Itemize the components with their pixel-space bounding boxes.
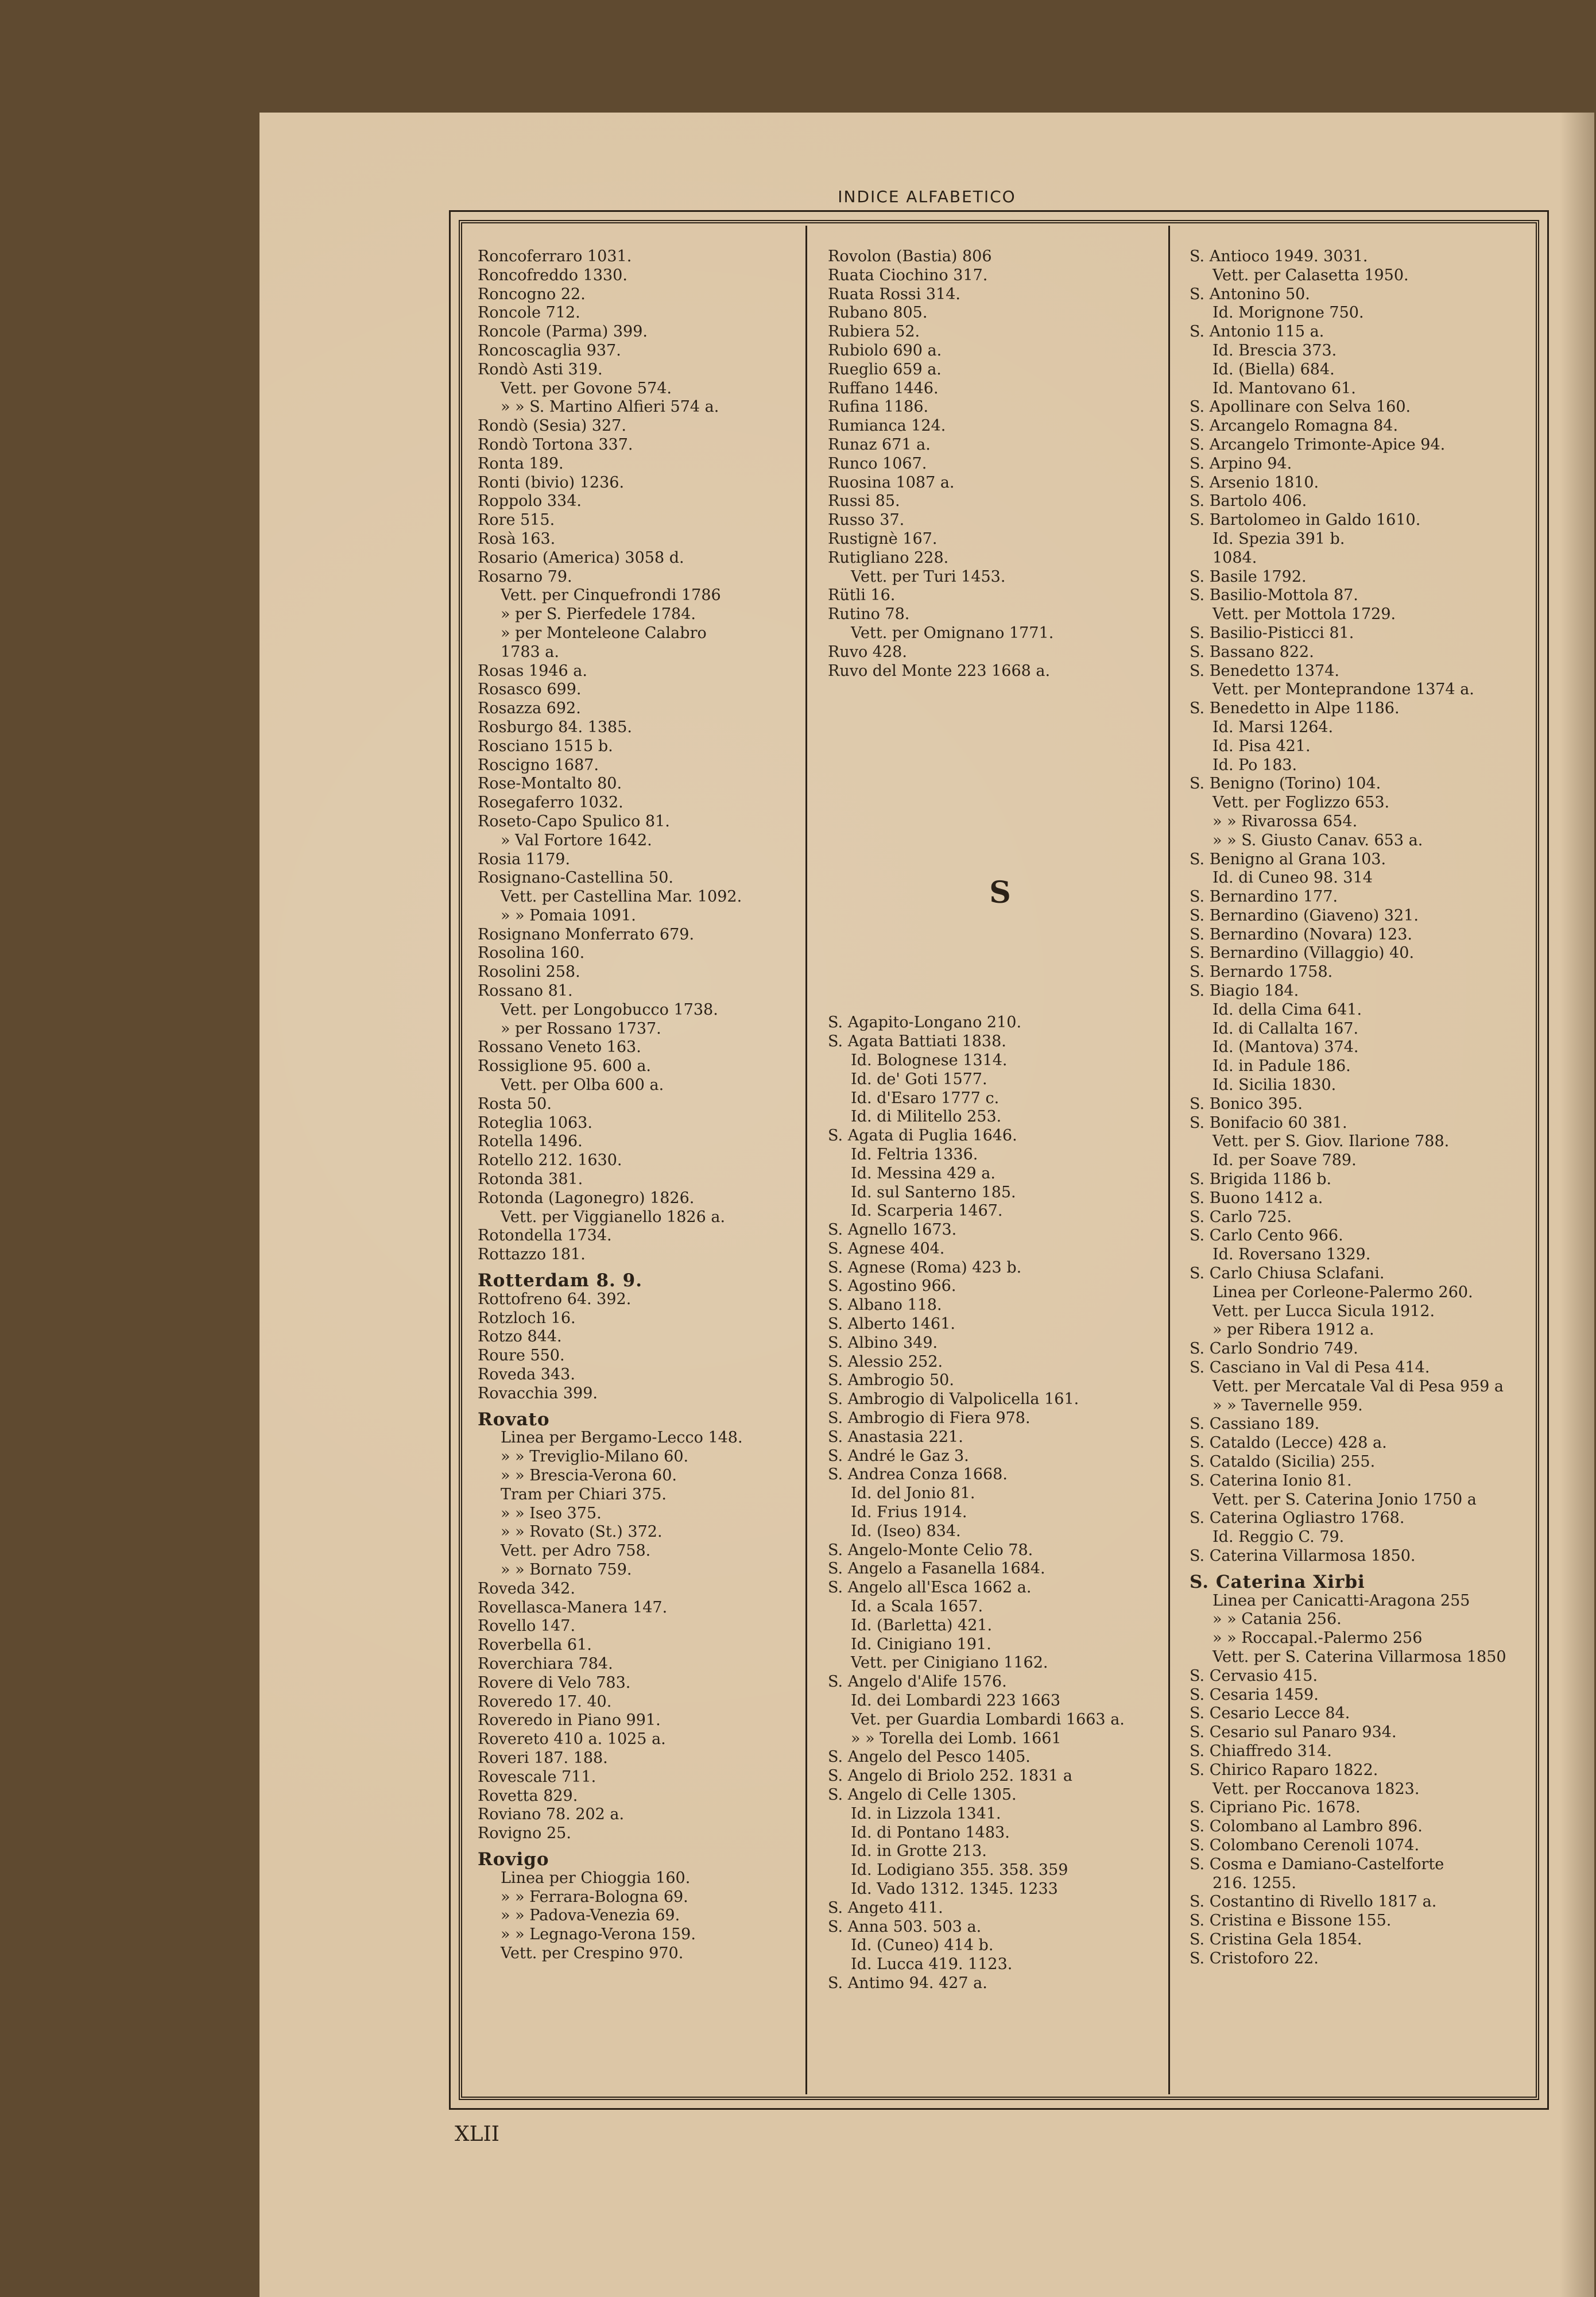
index-entry: Roveredo in Piano 991. — [478, 1711, 661, 1730]
index-entry: Id. in Lizzola 1341. — [851, 1804, 1001, 1823]
index-entry: S. Cristina Gela 1854. — [1190, 1930, 1362, 1948]
index-entry: Rosburgo 84. 1385. — [478, 718, 632, 736]
index-entry: Ruata Rossi 314. — [828, 285, 960, 303]
index-entry: S. Bartolomeo in Galdo 1610. — [1190, 511, 1421, 529]
index-entry: S. Carlo Sondrio 749. — [1190, 1340, 1358, 1358]
index-entry: Ruvo 428. — [828, 643, 907, 661]
index-entry: Rovellasca-Manera 147. — [478, 1598, 668, 1617]
index-entry: Rovello 147. — [478, 1617, 576, 1635]
index-entry: S. Angelo-Monte Celio 78. — [828, 1541, 1033, 1559]
index-entry: S. Carlo Chiusa Sclafani. — [1190, 1264, 1385, 1283]
index-entry: S. Agata di Puglia 1646. — [828, 1127, 1017, 1145]
index-entry: Id. (Barletta) 421. — [851, 1616, 993, 1634]
index-entry: S. Albano 118. — [828, 1296, 942, 1314]
index-entry: Vett. per S. Caterina Villarmosa 1850 — [1213, 1648, 1506, 1666]
index-entry: S. Angelo di Briolo 252. 1831 a — [828, 1767, 1073, 1785]
index-entry: S. Ambrogio di Fiera 978. — [828, 1409, 1031, 1428]
index-entry: S. André le Gaz 3. — [828, 1447, 969, 1465]
index-entry: S. Basilio-Pisticci 81. — [1190, 624, 1354, 642]
index-entry: S. Agostino 966. — [828, 1277, 956, 1296]
index-entry: Id. della Cima 641. — [1213, 1000, 1362, 1019]
index-entry: Id. in Padule 186. — [1213, 1057, 1351, 1076]
index-entry: Roveredo 17. 40. — [478, 1692, 612, 1711]
index-entry: S. Angelo di Celle 1305. — [828, 1786, 1017, 1804]
index-entry: Id. de' Goti 1577. — [851, 1070, 987, 1088]
index-entry: Roncole 712. — [478, 304, 580, 322]
book-page — [259, 113, 1594, 2297]
index-entry: Vett. per Crespino 970. — [501, 1944, 684, 1962]
index-entry: Roveda 343. — [478, 1366, 575, 1384]
index-entry: S. Cesario Lecce 84. — [1190, 1704, 1350, 1723]
index-entry: Vett. per Monteprandone 1374 a. — [1213, 680, 1474, 699]
index-entry: Vett. per Mottola 1729. — [1213, 605, 1396, 624]
index-entry: S. Cristina e Bissone 155. — [1190, 1912, 1392, 1930]
index-entry: Rumianca 124. — [828, 417, 946, 435]
index-entry: Rosasco 699. — [478, 680, 582, 699]
index-entry: Rustignè 167. — [828, 529, 938, 548]
index-entry: Rondò Tortona 337. — [478, 435, 633, 454]
index-entry: S. Cervasio 415. — [1190, 1666, 1318, 1685]
index-entry: » » Ferrara-Bologna 69. — [501, 1888, 688, 1906]
index-entry: Roscigno 1687. — [478, 756, 599, 774]
index-entry: S. Bassano 822. — [1190, 643, 1314, 661]
index-entry: Id. (Biella) 684. — [1213, 360, 1335, 378]
index-entry: Rondò (Sesia) 327. — [478, 417, 626, 435]
index-entry: Rosà 163. — [478, 529, 556, 548]
index-entry: Rosignano Monferrato 679. — [478, 925, 695, 943]
index-entry: S. Ambrogio di Valpolicella 161. — [828, 1390, 1079, 1409]
index-entry: Id. Morignone 750. — [1213, 304, 1364, 322]
index-entry: S. Benigno (Torino) 104. — [1190, 775, 1381, 793]
index-entry: Id. Mantovano 61. — [1213, 379, 1356, 397]
page-edge-shadow — [1560, 113, 1594, 2297]
index-entry: S. Andrea Conza 1668. — [828, 1465, 1008, 1484]
index-entry: Rubano 805. — [828, 304, 928, 322]
index-entry: Rosegaferro 1032. — [478, 794, 623, 812]
index-entry: Vett. per Omignano 1771. — [851, 624, 1054, 642]
index-entry: » » Tavernelle 959. — [1213, 1396, 1363, 1414]
index-entry: S. Antonino 50. — [1190, 285, 1310, 303]
index-entry: Ruosina 1087 a. — [828, 473, 955, 492]
index-entry: Rotella 1496. — [478, 1132, 583, 1151]
index-entry: S. Chiaffredo 314. — [1190, 1742, 1332, 1760]
index-entry: Rovereto 410 a. 1025 a. — [478, 1730, 666, 1749]
index-entry: S. Angelo all'Esca 1662 a. — [828, 1579, 1032, 1597]
index-entry: Id. dei Lombardi 223 1663 — [851, 1692, 1061, 1710]
index-entry: Roveda 342. — [478, 1579, 575, 1598]
index-entry: » » Iseo 375. — [501, 1504, 602, 1522]
index-entry: Rottofreno 64. 392. — [478, 1290, 632, 1308]
index-entry: Id. Bolognese 1314. — [851, 1051, 1008, 1069]
index-entry: S. Carlo Cento 966. — [1190, 1227, 1343, 1245]
index-entry: Id. del Jonio 81. — [851, 1484, 975, 1503]
index-entry: Rotterdam 8. 9. — [478, 1271, 643, 1290]
index-entry: Runaz 671 a. — [828, 435, 931, 454]
index-entry: S. Anna 503. 503 a. — [828, 1917, 982, 1936]
index-entry: Rovato — [478, 1410, 550, 1429]
index-entry: S. Bartolo 406. — [1190, 492, 1307, 511]
index-entry: Id. Cinigiano 191. — [851, 1635, 991, 1653]
index-entry: S. Benedetto in Alpe 1186. — [1190, 699, 1400, 718]
index-entry: Rutigliano 228. — [828, 548, 949, 567]
index-entry: Ruata Ciochino 317. — [828, 266, 988, 284]
index-entry: Russo 37. — [828, 511, 905, 529]
index-entry: Id. Po 183. — [1213, 756, 1297, 774]
index-entry: Rosazza 692. — [478, 699, 581, 718]
index-entry: Id. Spezia 391 b. — [1213, 529, 1345, 548]
column-right-entries — [1190, 248, 1534, 1969]
index-entry: Id. Feltria 1336. — [851, 1145, 978, 1163]
index-entry: S. Cataldo (Lecce) 428 a. — [1190, 1434, 1387, 1452]
index-entry: Id. in Grotte 213. — [851, 1842, 987, 1861]
index-entry: S. Colombano Cerenoli 1074. — [1190, 1836, 1420, 1854]
index-entry: Rotonda (Lagonegro) 1826. — [478, 1189, 695, 1207]
index-entry: Tram per Chiari 375. — [501, 1485, 667, 1503]
index-entry: Rondò Asti 319. — [478, 360, 603, 378]
index-entry: 1783 a. — [501, 643, 559, 661]
index-entry: Linea per Canicatti-Aragona 255 — [1213, 1591, 1470, 1610]
index-entry: Rovigo — [478, 1850, 549, 1869]
index-entry: Roncole (Parma) 399. — [478, 323, 648, 341]
index-entry: S. Antimo 94. 427 a. — [828, 1974, 987, 1992]
index-entry: » » Treviglio-Milano 60. — [501, 1448, 689, 1466]
index-entry: S. Antioco 1949. 3031. — [1190, 248, 1368, 265]
index-entry: Roppolo 334. — [478, 492, 582, 511]
index-entry: S. Cassiano 189. — [1190, 1415, 1320, 1433]
index-column-right — [1190, 248, 1534, 2117]
index-entry: Rubiolo 690 a. — [828, 341, 942, 359]
index-entry: Ronta 189. — [478, 454, 564, 473]
index-entry: Ronti (bivio) 1236. — [478, 473, 625, 492]
page-number: XLII — [455, 2122, 499, 2146]
index-entry: Rotondella 1734. — [478, 1227, 612, 1245]
column-middle-entries-top — [828, 248, 1172, 680]
index-entry: » » Torella dei Lomb. 1661 — [851, 1729, 1062, 1747]
index-entry: S. Angelo a Fasanella 1684. — [828, 1560, 1045, 1578]
index-entry: S. Cataldo (Sicilia) 255. — [1190, 1453, 1376, 1471]
index-entry: Rossiglione 95. 600 a. — [478, 1057, 652, 1076]
index-entry: S. Casciano in Val di Pesa 414. — [1190, 1359, 1430, 1377]
index-entry: » per Ribera 1912 a. — [1213, 1321, 1374, 1339]
index-entry: Vett. per Turi 1453. — [851, 567, 1006, 586]
index-entry: » per Monteleone Calabro — [501, 624, 707, 642]
index-entry: Roverbella 61. — [478, 1636, 592, 1654]
index-entry: S. Bonico 395. — [1190, 1095, 1303, 1113]
index-entry: S. Angelo d'Alife 1576. — [828, 1673, 1007, 1691]
index-entry: » » S. Giusto Canav. 653 a. — [1213, 831, 1423, 849]
index-entry: 1084. — [1213, 548, 1257, 567]
index-entry: S. Basilio-Mottola 87. — [1190, 586, 1358, 605]
index-entry: S. Caterina Ogliastro 1768. — [1190, 1509, 1405, 1528]
index-entry: S. Albino 349. — [828, 1333, 938, 1352]
index-entry: Id. (Mantova) 374. — [1213, 1038, 1359, 1057]
index-entry: S. Cosma e Damiano-Castelforte — [1190, 1855, 1444, 1873]
index-entry: Vett. per Cinigiano 1162. — [851, 1654, 1048, 1672]
index-entry: » » Legnago-Verona 159. — [501, 1925, 696, 1944]
column-gap — [828, 916, 1172, 1014]
index-entry: Vett. per Longobucco 1738. — [501, 1000, 718, 1019]
index-entry: Rovolon (Bastia) 806 — [828, 248, 992, 265]
index-entry: Rose-Montalto 80. — [478, 775, 622, 793]
index-entry: S. Arsenio 1810. — [1190, 473, 1319, 492]
section-letter-s: S — [989, 875, 1011, 911]
index-entry: Id. per Soave 789. — [1213, 1151, 1357, 1170]
index-entry: Id. sul Santerno 185. — [851, 1183, 1016, 1201]
index-entry: S. Apollinare con Selva 160. — [1190, 398, 1411, 416]
index-entry: S. Cesaria 1459. — [1190, 1685, 1319, 1704]
index-entry: Roverchiara 784. — [478, 1654, 613, 1673]
index-entry: Vet. per Guardia Lombardi 1663 a. — [851, 1710, 1125, 1728]
index-entry: S. Benedetto 1374. — [1190, 662, 1339, 680]
index-entry: Id. (Iseo) 834. — [851, 1522, 961, 1540]
index-entry: Id. Marsi 1264. — [1213, 718, 1334, 736]
index-entry: Rutino 78. — [828, 605, 910, 624]
index-entry: S. Agnese (Roma) 423 b. — [828, 1258, 1022, 1277]
index-entry: Id. Lucca 419. 1123. — [851, 1955, 1013, 1974]
index-entry: Linea per Bergamo-Lecco 148. — [501, 1429, 743, 1447]
index-entry: Rufina 1186. — [828, 398, 929, 416]
column-gap — [828, 680, 1172, 870]
index-entry: S. Agapito-Longano 210. — [828, 1014, 1022, 1032]
index-entry: » » Padova-Venezia 69. — [501, 1907, 680, 1925]
index-column-middle — [828, 248, 1172, 2117]
index-entry: Rueglio 659 a. — [828, 360, 942, 378]
index-entry: Rottazzo 181. — [478, 1246, 586, 1264]
index-entry: S. Bonifacio 60 381. — [1190, 1113, 1347, 1132]
column-left-entries — [478, 248, 822, 1963]
index-entry: Vett. per Cinquefrondi 1786 — [501, 586, 721, 605]
index-entry: » » S. Martino Alfieri 574 a. — [501, 398, 719, 416]
index-entry: Id. di Militello 253. — [851, 1108, 1002, 1126]
index-entry: Roseto-Capo Spulico 81. — [478, 812, 670, 830]
index-entry: » » Brescia-Verona 60. — [501, 1467, 677, 1484]
index-entry: S. Cipriano Pic. 1678. — [1190, 1799, 1361, 1817]
index-entry: Russi 85. — [828, 492, 900, 511]
index-entry: Id. d'Esaro 1777 c. — [851, 1089, 1000, 1107]
index-entry: S. Caterina Xirbi — [1190, 1572, 1365, 1592]
index-entry: S. Colombano al Lambro 896. — [1190, 1818, 1423, 1836]
index-entry: Id. Messina 429 a. — [851, 1164, 995, 1182]
index-entry: Vett. per S. Caterina Jonio 1750 a — [1213, 1490, 1477, 1509]
index-entry: S. Brigida 1186 b. — [1190, 1170, 1332, 1189]
index-entry: Vett. per Lucca Sicula 1912. — [1213, 1302, 1435, 1320]
index-entry: S. Buono 1412 a. — [1190, 1189, 1323, 1207]
index-entry: 216. 1255. — [1213, 1874, 1296, 1892]
index-entry: » » Bornato 759. — [501, 1560, 632, 1579]
index-entry: » per S. Pierfedele 1784. — [501, 605, 696, 624]
index-entry: Vett. per Olba 600 a. — [501, 1076, 664, 1095]
index-entry: S. Cristoforo 22. — [1190, 1949, 1319, 1967]
index-entry: S. Caterina Ionio 81. — [1190, 1471, 1352, 1490]
index-entry: » Val Fortore 1642. — [501, 831, 652, 849]
index-entry: Id. Sicilia 1830. — [1213, 1076, 1337, 1095]
index-entry: Ruffano 1446. — [828, 379, 939, 397]
index-entry: S. Alberto 1461. — [828, 1315, 955, 1333]
index-entry: Rotello 212. 1630. — [478, 1151, 622, 1170]
index-entry: » » Pomaia 1091. — [501, 906, 636, 925]
index-entry: S. Basile 1792. — [1190, 567, 1307, 586]
index-entry: Id. Reggio C. 79. — [1213, 1528, 1345, 1546]
column-middle-entries-bottom — [828, 1014, 1172, 1993]
index-entry: S. Agnese 404. — [828, 1239, 945, 1258]
index-entry: Rotzo 844. — [478, 1328, 562, 1346]
index-entry: Rütli 16. — [828, 586, 896, 605]
index-entry: Id. di Callalta 167. — [1213, 1019, 1359, 1038]
index-entry: Id. a Scala 1657. — [851, 1598, 983, 1616]
index-entry: Vett. per Roccanova 1823. — [1213, 1780, 1420, 1798]
index-entry: S. Arcangelo Trimonte-Apice 94. — [1190, 435, 1446, 454]
index-entry: Id. di Cuneo 98. 314 — [1213, 869, 1373, 887]
index-entry: S. Cesario sul Panaro 934. — [1190, 1723, 1397, 1742]
index-entry: S. Bernardino (Giaveno) 321. — [1190, 906, 1419, 925]
index-entry: Roveri 187. 188. — [478, 1749, 608, 1767]
index-entry: S. Costantino di Rivello 1817 a. — [1190, 1893, 1437, 1911]
index-entry: Rotonda 381. — [478, 1170, 583, 1189]
index-entry: S. Bernardino 177. — [1190, 888, 1338, 906]
index-entry: Rosciano 1515 b. — [478, 737, 613, 755]
index-entry: S. Anastasia 221. — [828, 1428, 963, 1446]
index-entry: » » Rivarossa 654. — [1213, 812, 1358, 830]
index-entry: Rosignano-Castellina 50. — [478, 869, 673, 887]
index-entry: S. Chirico Raparo 1822. — [1190, 1761, 1378, 1779]
index-entry: Id. Vado 1312. 1345. 1233 — [851, 1880, 1058, 1898]
index-entry: S. Agnello 1673. — [828, 1221, 957, 1239]
index-entry: Rosas 1946 a. — [478, 662, 587, 680]
index-entry: Vett. per Govone 574. — [501, 379, 672, 397]
index-entry: S. Agata Battiati 1838. — [828, 1033, 1006, 1051]
index-entry: Rovacchia 399. — [478, 1384, 598, 1402]
index-entry: Roncogno 22. — [478, 285, 586, 303]
index-entry: » » Rovato (St.) 372. — [501, 1523, 663, 1541]
index-entry: Id. Pisa 421. — [1213, 737, 1311, 755]
index-entry: Vett. per Viggianello 1826 a. — [501, 1208, 726, 1226]
index-entry: S. Ambrogio 50. — [828, 1371, 954, 1390]
index-entry: Rore 515. — [478, 511, 555, 529]
index-entry: Id. Lodigiano 355. 358. 359 — [851, 1861, 1068, 1880]
index-entry: Rosario (America) 3058 d. — [478, 548, 684, 567]
index-entry: S. Caterina Villarmosa 1850. — [1190, 1546, 1416, 1565]
index-entry: Vett. per Castellina Mar. 1092. — [501, 888, 742, 906]
index-entry: S. Bernardino (Novara) 123. — [1190, 925, 1412, 943]
index-entry: Rossano Veneto 163. — [478, 1038, 641, 1057]
index-entry: Vett. per Foglizzo 653. — [1213, 794, 1390, 812]
index-entry: Id. Roversano 1329. — [1213, 1246, 1371, 1264]
index-entry: Id. di Pontano 1483. — [851, 1823, 1010, 1842]
index-entry: Rotzloch 16. — [478, 1309, 576, 1327]
index-entry: S. Arcangelo Romagna 84. — [1190, 417, 1399, 435]
index-entry: S. Antonio 115 a. — [1190, 323, 1324, 341]
index-entry: Rosia 1179. — [478, 850, 571, 868]
index-entry: » » Roccapal.-Palermo 256 — [1213, 1629, 1423, 1648]
index-entry: Roncoferraro 1031. — [478, 248, 632, 265]
index-entry: Rubiera 52. — [828, 323, 920, 341]
index-entry: S. Benigno al Grana 103. — [1190, 850, 1386, 868]
index-entry: S. Angeto 411. — [828, 1898, 943, 1917]
running-head: INDICE ALFABETICO — [838, 187, 1016, 206]
index-entry: Rovigno 25. — [478, 1824, 571, 1843]
index-entry: Rosolini 258. — [478, 963, 580, 981]
index-entry: S. Alessio 252. — [828, 1352, 943, 1371]
index-entry: Roteglia 1063. — [478, 1113, 592, 1132]
index-entry: Runco 1067. — [828, 454, 927, 473]
index-entry: Rovescale 711. — [478, 1768, 596, 1786]
index-entry: S. Biagio 184. — [1190, 982, 1299, 1000]
index-entry: Id. Scarperia 1467. — [851, 1202, 1003, 1220]
index-entry: Vett. per Calasetta 1950. — [1213, 266, 1409, 284]
index-entry: Roure 550. — [478, 1347, 565, 1365]
index-entry: Rovetta 829. — [478, 1786, 578, 1805]
index-entry: » per Rossano 1737. — [501, 1019, 661, 1038]
index-entry: Roncofreddo 1330. — [478, 266, 627, 284]
index-entry: S. Bernardo 1758. — [1190, 963, 1333, 981]
index-column-left — [478, 248, 822, 2117]
index-entry: S. Bernardino (Villaggio) 40. — [1190, 944, 1415, 962]
index-entry: Id. (Cuneo) 414 b. — [851, 1936, 994, 1955]
index-entry: Id. Brescia 373. — [1213, 341, 1337, 359]
index-entry: Id. Frius 1914. — [851, 1503, 967, 1522]
index-entry: Rovere di Velo 783. — [478, 1673, 631, 1692]
index-entry: » » Catania 256. — [1213, 1610, 1342, 1629]
index-entry: Linea per Chioggia 160. — [501, 1869, 691, 1887]
index-entry: Vett. per S. Giov. Ilarione 788. — [1213, 1132, 1450, 1151]
index-entry: S. Carlo 725. — [1190, 1208, 1292, 1226]
index-entry: Rosolina 160. — [478, 944, 585, 962]
index-entry: Vett. per Adro 758. — [501, 1542, 651, 1560]
index-entry: Ruvo del Monte 223 1668 a. — [828, 662, 1051, 680]
index-entry: Roviano 78. 202 a. — [478, 1805, 625, 1824]
index-entry: Rosarno 79. — [478, 567, 572, 586]
index-entry: S. Arpino 94. — [1190, 454, 1292, 473]
index-entry: Vett. per Mercatale Val di Pesa 959 a — [1213, 1377, 1504, 1395]
index-entry: Rossano 81. — [478, 982, 573, 1000]
index-entry: Rosta 50. — [478, 1095, 552, 1113]
index-entry: Roncoscaglia 937. — [478, 341, 621, 359]
index-entry: S. Angelo del Pesco 1405. — [828, 1748, 1031, 1766]
index-entry: Linea per Corleone-Palermo 260. — [1213, 1283, 1473, 1301]
